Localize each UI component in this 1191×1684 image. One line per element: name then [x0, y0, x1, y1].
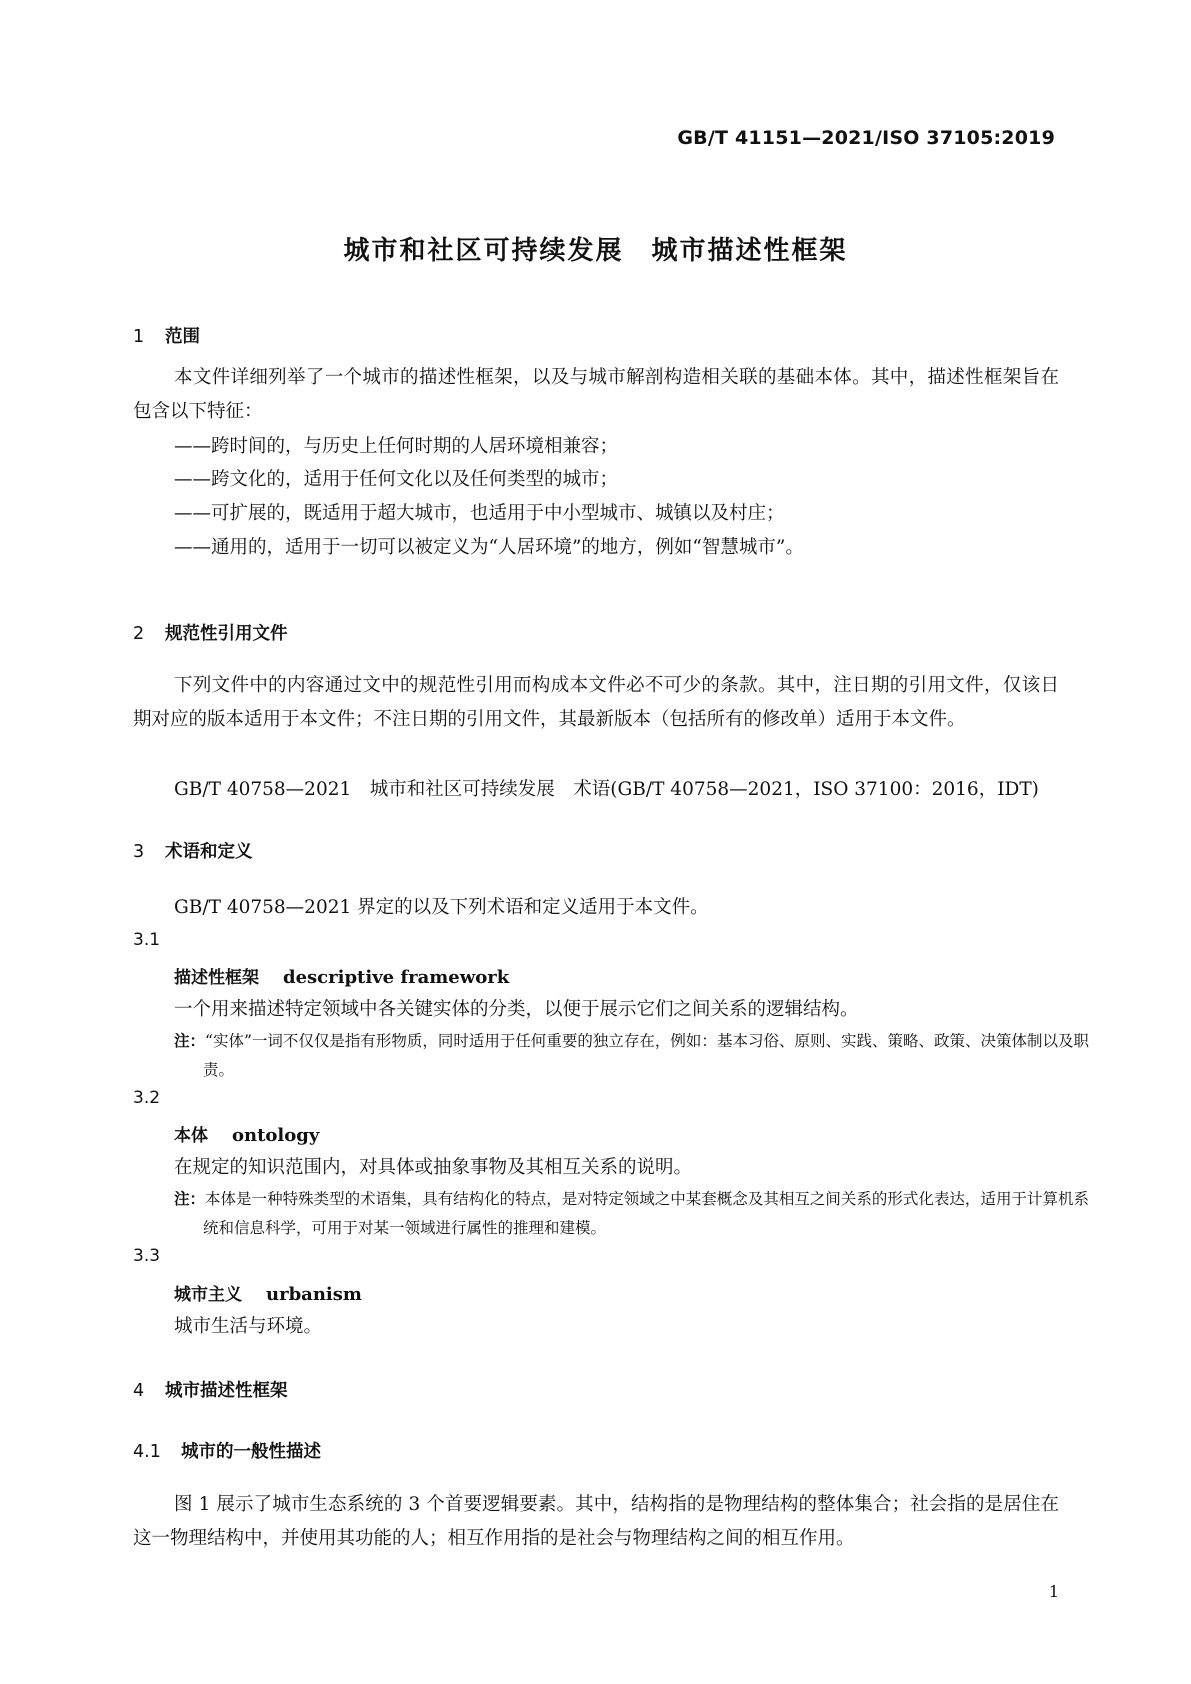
term-zh: 城市主义	[174, 1285, 242, 1305]
term-en: descriptive framework	[283, 967, 510, 988]
section-1-heading	[133, 323, 200, 348]
term-entry	[174, 963, 509, 988]
normative-reference: GB/T 40758—2021 城市和社区可持续发展 术语(GB/T 40758—2021，ISO 37100：2016，IDT)	[174, 779, 1039, 800]
section-title: 规范性引用文件	[165, 624, 288, 644]
section-title: 城市描述性框架	[165, 1381, 288, 1401]
term-definition: 城市生活与环境。	[174, 1316, 323, 1337]
list-item: ——通用的，适用于一切可以被定义为“人居环境”的地方，例如“智慧城市”。	[174, 537, 804, 558]
section-3-intro: GB/T 40758—2021 界定的以及下列术语和定义适用于本文件。	[174, 897, 709, 918]
section-title: 范围	[165, 327, 200, 347]
note-label: 注：	[174, 1032, 206, 1050]
section-2-intro: 下列文件中的内容通过文中的规范性引用而构成本文件必不可少的条款。其中，注日期的引用文件，仅该日期对应的版本适用于本文件；不注日期的引用文件，其最新版本（包括所有的修改单）适用于本文件。	[133, 675, 1059, 730]
list-item: ——跨文化的，适用于任何文化以及任何类型的城市；	[174, 469, 619, 490]
term-number: 3.2	[133, 1088, 161, 1108]
list-item: ——跨时间的，与历史上任何时期的人居环境相兼容；	[174, 436, 619, 457]
section-2-heading	[133, 620, 288, 645]
document-title: 城市和社区可持续发展 城市描述性框架	[343, 236, 848, 266]
standard-code: GB/T 41151—2021/ISO 37105:2019	[677, 127, 1055, 149]
term-number: 3.1	[133, 930, 161, 950]
term-entry	[174, 1121, 319, 1146]
term-en: ontology	[232, 1125, 320, 1146]
term-definition: 一个用来描述特定领域中各关键实体的分类，以便于展示它们之间关系的逻辑结构。	[174, 999, 859, 1020]
note-text: “实体”一词不仅仅是指有形物质，同时适用于任何重要的独立存在，例如：基本习俗、原则、实践、策略、政策、决策体制以及职责。	[203, 1032, 1089, 1079]
subsection-title: 城市的一般性描述	[181, 1442, 321, 1462]
section-1-intro: 本文件详细列举了一个城市的描述性框架，以及与城市解剖构造相关联的基础本体。其中，描述性框架旨在包含以下特征：	[133, 367, 1059, 422]
section-number: 3	[133, 842, 145, 862]
term-en: urbanism	[266, 1284, 362, 1305]
term-note	[174, 1185, 1089, 1243]
subsection-number: 4.1	[133, 1442, 161, 1462]
note-label: 注：	[174, 1190, 206, 1208]
section-number: 2	[133, 624, 145, 644]
section-4-heading	[133, 1377, 288, 1402]
section-number: 4	[133, 1381, 145, 1401]
page-number: 1	[1048, 1582, 1059, 1601]
term-zh: 本体	[174, 1126, 208, 1146]
section-number: 1	[133, 327, 145, 347]
section-3-heading	[133, 838, 253, 863]
subsection-4-1-text: 图 1 展示了城市生态系统的 3 个首要逻辑要素。其中，结构指的是物理结构的整体集合；社会指的是居住在这一物理结构中，并使用其功能的人；相互作用指的是社会与物理结构之间的相互作用。	[133, 1494, 1059, 1549]
term-zh: 描述性框架	[174, 968, 259, 988]
term-number: 3.3	[133, 1246, 161, 1266]
subsection-4-1-heading	[133, 1438, 321, 1463]
term-note	[174, 1027, 1089, 1085]
section-title: 术语和定义	[165, 842, 253, 862]
term-definition: 在规定的知识范围内，对具体或抽象事物及其相互关系的说明。	[174, 1157, 693, 1178]
term-entry	[174, 1280, 362, 1305]
list-item: ——可扩展的，既适用于超大城市，也适用于中小型城市、城镇以及村庄；	[174, 503, 785, 524]
note-text: 本体是一种特殊类型的术语集，具有结构化的特点，是对特定领域之中某套概念及其相互之间关系的形式化表达，适用于计算机系统和信息科学，可用于对某一领域进行属性的推理和建模。	[203, 1190, 1089, 1237]
